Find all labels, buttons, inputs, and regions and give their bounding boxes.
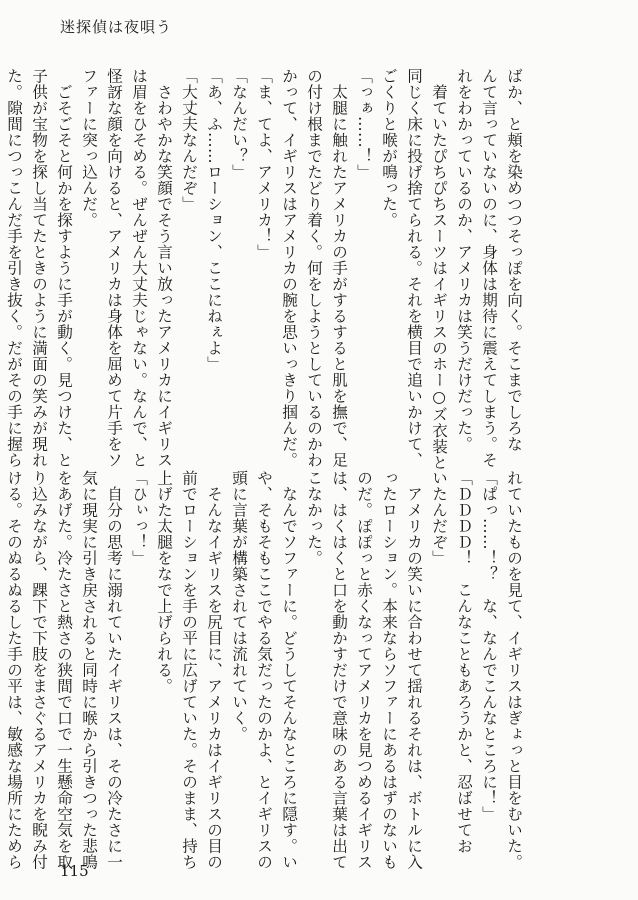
text-line: 自分の思考に溺れていたイギリスは、その冷たさに一 <box>105 470 123 870</box>
text-line: 「ひぃっ！」 <box>130 470 148 566</box>
text-line: ったローション。本来ならソファーにあるはずのないも <box>380 470 398 870</box>
text-line: なんでソファーに。どうしてそんなところに隠す。い <box>280 470 298 870</box>
text-line: のだ。ぽぽっと赤くなってアメリカを見つめるイギリス <box>355 470 373 870</box>
text-line: 「ＤＤＤＤ！ こんなこともあろうかと、忍ばせてお <box>455 470 473 854</box>
text-line: 頭に言葉が構築されては流れていく。 <box>230 470 248 742</box>
text-line: 「ま、てよ、アメリカ！」 <box>255 68 273 260</box>
text-line: 子供が宝物を探し当てたときのように満面の笑みが現れ <box>30 68 48 468</box>
text-block-lower <box>5 470 526 870</box>
text-line: 気に現実に引き戻されると同時に喉から引きつった悲鳴 <box>80 470 98 870</box>
text-line: 着ていたぴちぴちスーツはイギリスのホー○ズ衣装と <box>430 68 448 471</box>
text-line: れていたものを見て、イギリスはぎょっと目をむいた。 <box>505 470 523 870</box>
text-line: こなかった。 <box>305 470 323 566</box>
text-line: そんなイギリスを尻目に、アメリカはイギリスの目の <box>205 470 223 870</box>
text-line: 前でローションを手の平に広げていた。そのまま、持ち <box>180 470 198 870</box>
text-block-upper <box>5 68 526 471</box>
page-number: 115 <box>60 862 89 880</box>
text-line: をあげた。冷たさと熱さの狭間で口で一生懸命空気を取 <box>55 470 73 870</box>
text-line: 「なんだい？」 <box>230 68 248 180</box>
text-line: 「っぁ……！」 <box>355 68 373 180</box>
text-line: ごくりと喉が鳴った。 <box>380 68 398 228</box>
text-line: れをわかっているのか、アメリカは笑うだけだった。 <box>455 68 473 452</box>
text-line: り込みながら、踝下で下肢をまさぐるアメリカを睨み付 <box>30 470 48 870</box>
text-line: や、そもそもここでやる気だったのかよ、とイギリスの <box>255 470 273 870</box>
text-line: 上げた太腿をなで上げられる。 <box>155 470 173 694</box>
text-line: アメリカの笑いに合わせて揺れるそれは、ボトルに入 <box>405 470 423 870</box>
text-line: んて言っていないのに、身体は期待に震えてしまう。そ <box>480 68 498 468</box>
text-line: ごそごそと何かを探すように手が動く。見つけた、と <box>55 68 73 468</box>
text-line: た。隙間につっこんだ手を引き抜く。だがその手に握ら <box>5 68 23 468</box>
text-line: ファーに突っ込んだ。 <box>80 68 98 228</box>
text-line: は眉をひそめる。ぜんぜん大丈夫じゃない。なんで、と <box>130 68 148 468</box>
text-line: 「ぱっ……！？ な、なんでこんなところに！」 <box>480 470 498 822</box>
text-line: は、はくはくと口を動かすだけで意味のある言葉は出て <box>330 470 348 870</box>
text-line: 同じく床に投げ捨てられる。それを横目で追いかけて、 <box>405 68 423 468</box>
text-line: いたんだぞ」 <box>430 470 448 566</box>
text-line: 「あ、ふ……ローション、ここにねぇよ」 <box>205 68 223 372</box>
running-header: 迷探偵は夜唄う <box>60 18 173 36</box>
text-line: さわやかな笑顔でそう言い放ったアメリカにイギリス <box>155 68 173 468</box>
text-line: の付け根までたどり着く。何をしようとしているのかわ <box>305 68 323 468</box>
text-line: 「大丈夫なんだぞ」 <box>180 68 198 212</box>
text-line: 怪訝な顔を向けると、アメリカは身体を屈めて片手をソ <box>105 68 123 468</box>
text-line: ばか、と頬を染めつつそっぽを向く。そこまでしろな <box>505 68 523 452</box>
text-line: ける。そのぬるぬるした手の平は、敏感な場所にためら <box>5 470 23 870</box>
text-line: 太腿に触れたアメリカの手がするすると肌を撫で、足 <box>330 68 348 468</box>
text-line: かって、イギリスはアメリカの腕を思いっきり掴んだ。 <box>280 68 298 468</box>
